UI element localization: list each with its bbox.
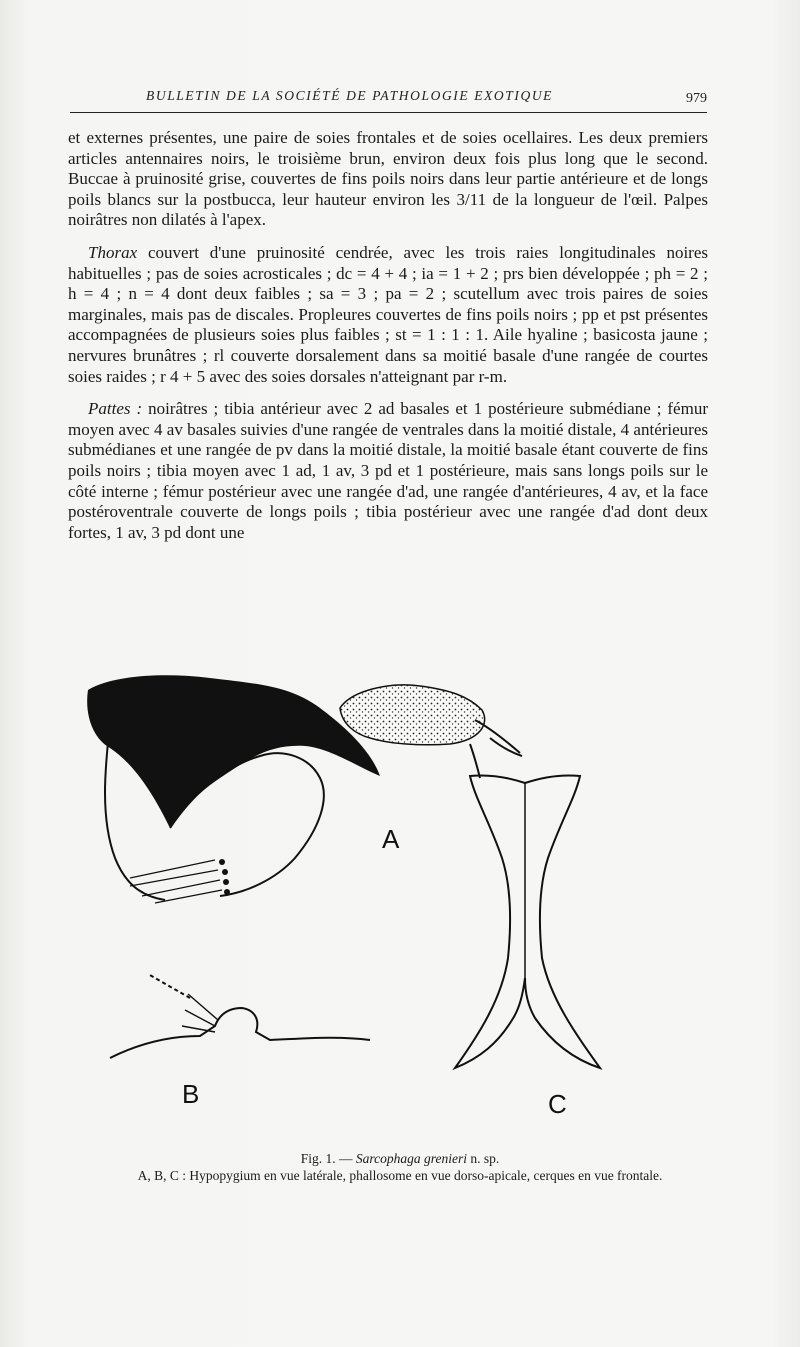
drawing-a-black-tergite (87, 675, 380, 828)
drawing-a (87, 675, 522, 903)
paragraph-text: et externes présentes, une paire de soies frontales et de soies ocellaires. Les deux premiers articles antennaires noirs, le troisième brun, environ deux fois plus long que le second. Buccae à pruinosité grise, couvertes de fins poils noirs dans leur partie antérieure et de longs poils blancs sur la postbucca, leur hauteur environ les 3/11 de la longueur de l'œil. Palpes noirâtres non dilatés à l'apex. (68, 128, 708, 230)
figure-caption (60, 1150, 740, 1184)
figure-label-a: A (382, 824, 400, 854)
species-suffix: n. sp. (467, 1151, 500, 1166)
running-title: BULLETIN DE LA SOCIÉTÉ DE PATHOLOGIE EXOTIQUE (146, 88, 554, 103)
drawing-c (455, 775, 600, 1119)
drawing-a-stippled-lobe (340, 685, 485, 745)
paragraph-head (68, 128, 708, 231)
paragraph-text: noirâtres ; tibia antérieur avec 2 ad basales et 1 postérieure submédiane ; fémur moyen avec 4 av basales suivies d'une rangée de ventrales dans la moitié distale, 4 antérieures submédianes et une rangée de pv dans la moitié distale, la moitié basale étant couverte de fins poils noirs ; tibia moyen avec 1 ad, 1 av, 3 pd et 1 postérieure, mais sans longs poils sur le côté interne ; fémur postérieur avec une rangée d'ad, une rangée d'antérieures, 4 av, et la face postéroventrale couverte de longs poils ; tibia postérieur avec une rangée d'ad dont deux fortes, 1 av, 3 pd dont une (68, 399, 708, 542)
figure-number: Fig. 1. — (300, 1151, 356, 1166)
figure-hypopygium (70, 648, 710, 1128)
figure-caption-description: A, B, C : Hypopygium en vue latérale, phallosome en vue dorso-apicale, cerques en vue frontale. (137, 1168, 663, 1183)
page-number: 979 (686, 91, 707, 106)
drawing-b (110, 974, 370, 1109)
drawing-b-tip (182, 994, 218, 1032)
figure-label-c: C (548, 1089, 567, 1119)
page-header (70, 86, 707, 113)
paragraph-thorax (68, 243, 708, 387)
paragraph-lead: Thorax (88, 242, 138, 262)
paragraph-text: couvert d'une pruinosité cendrée, avec les trois raies longitudinales noires habituelles ; pas de soies acrosticales ; dc = 4 + 4 ; ia = 1 + 2 ; prs bien développée ; ph = 2 ; h = 4 ; n = 4 dont deux faibles ; sa = 3 ; pa = 2 ; scutellum avec trois paires de soies marginales, mais pas de discales. Propleures couvertes de fins poils noirs ; pp et pst présentes accompagnées de plusieurs soies plus faibles ; st = 1 : 1 : 1. Aile hyaline ; basicosta jaune ; nervures brunâtres ; rl couverte dorsalement dans sa moitié basale d'une rangée de courtes soies raides ; r 4 + 5 avec des soies dorsales n'atteignant par r-m. (68, 242, 708, 386)
drawing-b-dashed (148, 974, 190, 998)
drawing-b-outline (110, 1008, 370, 1058)
figure-label-b: B (182, 1079, 200, 1109)
paragraph-pattes (68, 399, 708, 543)
species-name: Sarcophaga grenieri (355, 1151, 467, 1166)
drawing-c-outline (455, 775, 600, 1068)
body-text (68, 128, 708, 555)
figure-caption-title (60, 1150, 740, 1167)
paragraph-lead: Pattes : (88, 399, 143, 419)
drawing-a-bristles (130, 860, 222, 903)
figure-drawing (70, 648, 710, 1128)
